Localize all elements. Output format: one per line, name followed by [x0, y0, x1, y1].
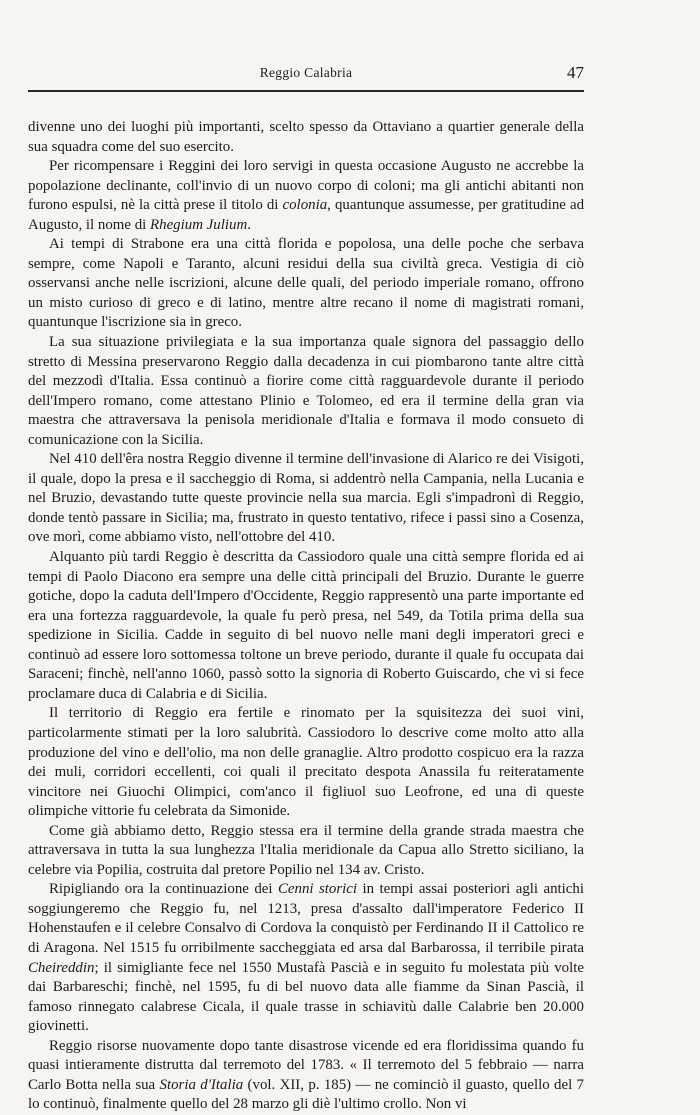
paragraph: [28, 548, 584, 704]
paragraph: [28, 450, 584, 548]
text-run: Il territorio di Reggio era fertile e rinomato per la squisitezza dei suoi vini, particolarmente stimati per la loro salubrità. Cassiodoro lo descrive come molto atto alla produzione del vino e dell'olio, ma non delle granaglie. Altro prodotto cospicuo era la razza dei muli, corridori eccellenti, coi quali il precitato despota Anassila fu reiteratamente vincitore nei Giuochi Olimpici, com'anco il figliuol suo Leofrone, ed una di queste olimpiche vittorie fu celebrata da Simonide.: [28, 705, 584, 820]
italic-text: Storia d'Italia: [159, 1076, 244, 1093]
text-run: Come già abbiamo detto, Reggio stessa era il termine della grande strada maestra che attraversava in tutta la sua lunghezza l'Italia meridionale da Capua allo Stretto siciliano, la celebre via Popilia, costruita dal pretore Popilio nel 134 av. Cristo.: [28, 822, 584, 878]
text-run: (vol. XII, p. 185) — ne cominciò il guasto, quello del 7 lo continuò, finalmente quello del 28 marzo gli diè l'ultimo crollo. Non vi: [28, 1076, 584, 1113]
text-run: ; il simigliante fece nel 1550 Mustafà Pascià e in seguito fu molestata più volte dai Barbareschi; finchè, nel 1595, fu di bel nuovo data alle fiamme da Sinan Pascià, il famoso rinnegato calabrese Cicala, il quale trasse in schiavitù dalle Calabrie ben 20.000 giovinetti.: [28, 959, 584, 1035]
paragraph: [28, 1037, 584, 1115]
text-run: Alquanto più tardi Reggio è descritta da Cassiodoro quale una città sempre florida ed ai tempi di Paolo Diacono era sempre una delle città principali del Bruzio. Durante le guerre gotiche, dopo la caduta dell'Impero d'Occidente, Reggio rappresentò una parte importante ed era una fortezza ragguardevole, la quale fu però presa, nel 549, da Totila prima della sua spedizione in Sicilia. Cadde in seguito di bel nuovo nelle mani degli imperatori greci e continuò ad essere loro sottomessa toltone un breve periodo, durante il quale fu occupata dai Saraceni; finchè, nell'anno 1060, passò sotto la signoria di Roberto Guiscardo, che vi si fece proclamare duca di Calabria e di Sicilia.: [28, 549, 584, 702]
text-run: La sua situazione privilegiata e la sua importanza quale signora del passaggio dello stretto di Messina preservarono Reggio dalla decadenza in cui piombarono tante altre città del mezzodì d'Italia. Essa continuò a fiorire come città ragguardevole durante il periodo dell'Impero romano, come attestano Plinio e Tolomeo, ed era il termine della gran via maestra che attraversava la penisola meridionale d'Italia e formava il modo consueto di comunicazione con la Sicilia.: [28, 334, 584, 448]
italic-text: Cheireddin: [28, 959, 95, 976]
text-run: Ai tempi di Strabone era una città florida e popolosa, una delle poche che serbava sempre, come Napoli e Taranto, alcuni residui della sua civiltà greca. Vestigia di ciò osservansi anche nelle iscrizioni, alcune delle quali, del periodo imperiale romano, offrono un misto curioso di greco e di latino, mentre altre recano il nome di magistrati romani, quantunque l'iscrizione sia in greco.: [28, 236, 584, 331]
text-run: Reggio risorse nuovamente dopo tante disastrose vicende ed era floridissima quando fu quasi intieramente distrutta dal terremoto del 1783. « Il terremoto del 5 febbraio — narra Carlo Botta nella sua: [28, 1037, 584, 1093]
text-run: , quantunque assumesse, per gratitudine ad Augusto, il nome di: [28, 197, 585, 233]
page-number: 47: [567, 63, 584, 82]
page-header: [28, 64, 584, 92]
paragraph: [28, 157, 584, 235]
body-text: [28, 118, 584, 1115]
paragraph: [28, 880, 584, 1036]
text-run: divenne uno dei luoghi più importanti, scelto spesso da Ottaviano a quartier generale della sua squadra come del suo esercito.: [28, 119, 584, 155]
text-run: Ripigliando ora la continuazione dei: [49, 881, 278, 898]
paragraph: [28, 118, 584, 157]
paragraph: [28, 333, 584, 450]
italic-text: colonia: [282, 197, 328, 214]
text-run: Nel 410 dell'êra nostra Reggio divenne il termine dell'invasione di Alarico re dei Visigoti, il quale, dopo la presa e il saccheggio di Roma, si addentrò nella Campania, nella Lucania e nel Bruzio, devastando tutte queste provincie nella sua marcia. Egli s'impadronì di Reggio, donde tentò passare in Sicilia; ma, frustrato in questo tentativo, rifece i passi sino a Cosenza, ove morì, come abbiamo visto, nell'ottobre del 410.: [28, 451, 584, 546]
text-run: Per ricompensare i Reggini dei loro servigi in questa occasione Augusto ne accrebbe la popolazione declinante, coll'invio di un nuovo corpo di coloni; ma gli antichi abitanti non furono espulsi, nè la città prese il titolo di: [28, 158, 584, 214]
running-title: Reggio Calabria: [259, 65, 353, 80]
text-run: in tempi assai posteriori agli antichi soggiungeremo che Reggio fu, nel 1213, presa d'assalto dall'imperatore Federico II Hohenstaufen e il celebre Consalvo di Cordova la conquistò per Ferdinando II il Cattolico re di Aragona. Nel 1515 fu orribilmente saccheggiata ed arsa dal Barbarossa, il terribile pirata: [28, 881, 584, 956]
italic-text: Cenni storici: [277, 881, 358, 898]
paragraph: [28, 235, 584, 333]
italic-text: Rhegium Julium: [150, 216, 248, 233]
text-run: .: [247, 216, 251, 233]
paragraph: [28, 822, 584, 881]
paragraph: [28, 704, 584, 821]
